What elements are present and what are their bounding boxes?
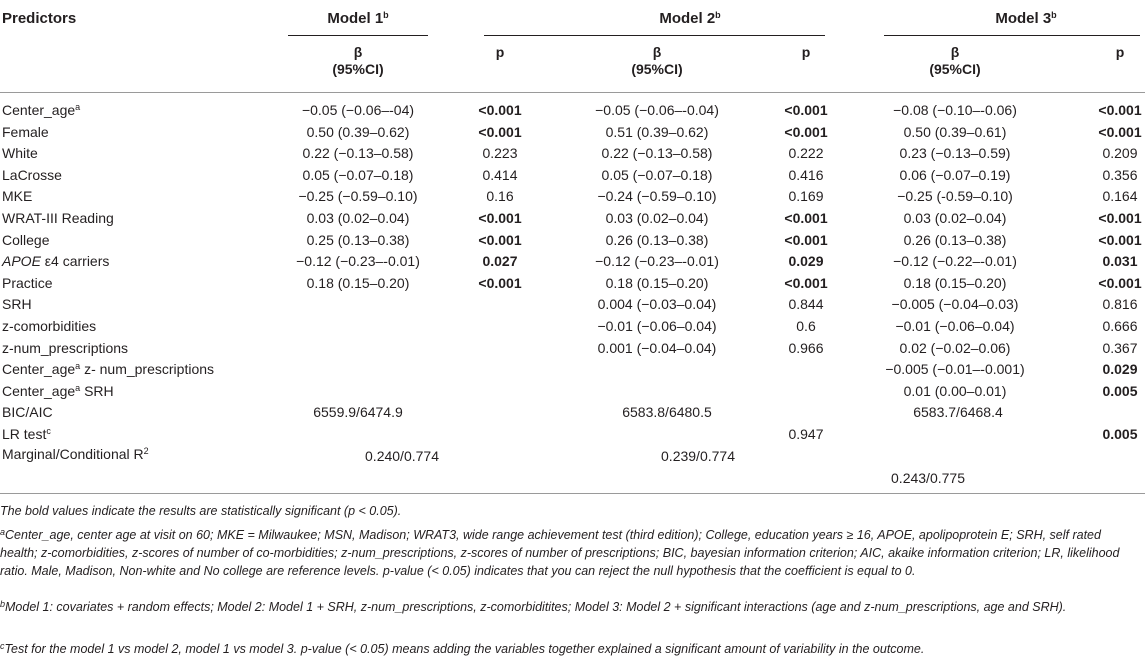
model2-beta-cell: 0.51 (0.39–0.62)	[605, 124, 709, 140]
model1-beta-cell: 0.05 (−0.07–0.18)	[302, 167, 414, 183]
model1-beta-cell: 0.25 (0.13–0.38)	[306, 232, 410, 248]
row-label: Practice	[2, 275, 53, 291]
row-label: SRH	[2, 296, 32, 312]
model2-beta-cell: 0.03 (0.02–0.04)	[605, 210, 709, 226]
model1-beta-cell: −0.25 (−0.59–0.10)	[298, 188, 418, 204]
header-model3: Model 3$^b$	[995, 10, 1057, 27]
model2-beta-cell: 0.004 (−0.03–0.04)	[597, 296, 717, 312]
model2-p-cell: 0.029	[788, 253, 824, 269]
row-label: MKE	[2, 188, 33, 204]
model3-beta-cell: −0.005 (−0.04–0.03)	[891, 296, 1019, 312]
r2-model2: 0.239/0.774	[661, 448, 735, 464]
model2-p-cell: 0.966	[788, 340, 824, 356]
model3-beta-cell: −0.01 (−0.06–0.04)	[895, 318, 1015, 334]
model1-p-cell: 0.414	[482, 167, 518, 183]
header-divider	[0, 92, 1145, 93]
model1-p-header: p	[495, 44, 505, 60]
model1-underline	[288, 35, 428, 36]
r2-model1: 0.240/0.774	[365, 448, 439, 464]
model3-p-cell: 0.029	[1102, 361, 1138, 377]
model3-beta-cell: −0.25 (-0.59–0.10)	[897, 188, 1013, 204]
model3-beta-cell: −0.08 (−0.10–-0.06)	[893, 102, 1017, 118]
table-bottom-divider	[0, 493, 1145, 494]
model2-p-cell: 0.222	[788, 145, 824, 161]
model1-p-cell: <0.001	[478, 275, 522, 291]
model3-beta-cell: 0.02 (−0.02–0.06)	[899, 340, 1011, 356]
model2-p-cell: <0.001	[784, 232, 828, 248]
footnote-b: $^b$Model 1: covariates + random effects; Model 2: Model 1 + SRH, z-num_prescriptions, z-comorbiditites; Model 3: Model 2 + significant interactions (age and z-num_prescriptions, age and SRH).	[0, 599, 1067, 614]
row-label: White	[2, 145, 38, 161]
model1-p-cell: 0.027	[482, 253, 518, 269]
model2-beta-cell: 0.18 (0.15–0.20)	[605, 275, 709, 291]
model1-beta-cell: 0.18 (0.15–0.20)	[306, 275, 410, 291]
model1-p-cell: 0.223	[482, 145, 518, 161]
model3-beta-cell: −0.005 (−0.01–-0.001)	[885, 361, 1025, 377]
row-label: LaCrosse	[2, 167, 62, 183]
model2-beta-cell: 0.001 (−0.04–0.04)	[597, 340, 717, 356]
row-label: Center_age$^a$ z- num_prescriptions	[2, 361, 215, 377]
model3-beta-cell: 0.23 (−0.13–0.59)	[899, 145, 1011, 161]
footnote-a: $^a$Center_age, center age at visit on 60; MKE = Milwaukee; MSN, Madison; WRAT3, wide range achievement test (third edition); College, education years ≥ 16, APOE, apolipoprotein E; SRH, self rated health; z-comorbidities, z-scores of number of co-morbidities; z-num_prescriptions, z-scores of number of prescriptions; BIC, bayesian information criterion; AIC, akaike information criterion; LR, likelihood ratio. Male, Madison, Non-white and No college are reference levels. p-value (< 0.05) indicates that you can reject the null hypothesis that the coefficient is equal to 0.	[0, 527, 1120, 578]
bic-label: BIC/AIC	[2, 404, 53, 420]
model2-p-cell: <0.001	[784, 102, 828, 118]
model2-beta-cell: −0.12 (−0.23–-0.01)	[595, 253, 719, 269]
row-label: Center_age$^a$	[2, 102, 81, 118]
model3-beta-cell: 0.18 (0.15–0.20)	[903, 275, 1007, 291]
bic-model1: 6559.9/6474.9	[313, 404, 403, 420]
model3-p-cell: 0.356	[1102, 167, 1138, 183]
model3-beta-cell: 0.06 (−0.07–0.19)	[899, 167, 1011, 183]
model3-p-cell: <0.001	[1098, 102, 1142, 118]
model3-p-cell: 0.666	[1102, 318, 1138, 334]
model1-beta-cell: 0.22 (−0.13–0.58)	[302, 145, 414, 161]
model3-beta-cell: −0.12 (−0.22–-0.01)	[893, 253, 1017, 269]
bic-model3: 6583.7/6468.4	[913, 404, 1003, 420]
lr-model2: 0.947	[788, 426, 824, 442]
model3-p-cell: <0.001	[1098, 275, 1142, 291]
model3-p-cell: 0.367	[1102, 340, 1138, 356]
model3-beta-header: β (95%CI)	[929, 44, 981, 77]
model3-beta-cell: 0.01 (0.00–0.01)	[903, 383, 1007, 399]
header-model2: Model 2$^b$	[659, 10, 721, 27]
model3-p-cell: <0.001	[1098, 124, 1142, 140]
model3-p-cell: 0.816	[1102, 296, 1138, 312]
model3-p-cell: <0.001	[1098, 210, 1142, 226]
row-label: APOE ε4 carriers	[2, 253, 110, 269]
r2-label: Marginal/Conditional $R^2$	[2, 446, 149, 462]
model2-p-cell: <0.001	[784, 124, 828, 140]
header-predictors: Predictors	[2, 10, 77, 27]
model1-p-cell: 0.16	[486, 188, 514, 204]
row-label: WRAT-III Reading	[2, 210, 114, 226]
model2-beta-cell: −0.05 (−0.06–-0.04)	[595, 102, 719, 118]
lr-label: LR test$^c$	[2, 426, 51, 442]
model1-p-cell: <0.001	[478, 232, 522, 248]
model2-p-cell: 0.6	[796, 318, 816, 334]
model2-p-cell: <0.001	[784, 210, 828, 226]
model2-beta-cell: 0.26 (0.13–0.38)	[605, 232, 709, 248]
model2-underline	[484, 35, 825, 36]
model2-beta-cell: −0.24 (−0.59–0.10)	[597, 188, 717, 204]
row-label: z-comorbidities	[2, 318, 97, 334]
model1-beta-header: β (95%CI)	[332, 44, 384, 77]
r2-model3: 0.243/0.775	[891, 470, 965, 486]
footnote-c: $^c$Test for the model 1 vs model 2, model 1 vs model 3. p-value (< 0.05) means adding the variables together explained a significant amount of variability in the outcome.	[0, 641, 925, 656]
footnote-bold-note: The bold values indicate the results are statistically significant (p < 0.05).	[0, 504, 402, 518]
bic-model2: 6583.8/6480.5	[622, 404, 712, 420]
model2-p-cell: <0.001	[784, 275, 828, 291]
model3-p-cell: 0.031	[1102, 253, 1138, 269]
model2-beta-header: β (95%CI)	[631, 44, 683, 77]
row-label: z-num_prescriptions	[2, 340, 129, 356]
model3-p-cell: 0.164	[1102, 188, 1138, 204]
model1-beta-cell: 0.03 (0.02–0.04)	[306, 210, 410, 226]
model3-beta-cell: 0.03 (0.02–0.04)	[903, 210, 1007, 226]
model2-p-cell: 0.416	[788, 167, 824, 183]
header-model1: Model 1$^b$	[327, 10, 389, 27]
model1-beta-cell: −0.05 (−0.06–-04)	[301, 102, 415, 118]
row-label: Female	[2, 124, 49, 140]
row-label: Center_age$^a$ SRH	[2, 383, 114, 399]
model2-beta-cell: 0.05 (−0.07–0.18)	[601, 167, 713, 183]
model1-p-cell: <0.001	[478, 102, 522, 118]
model3-p-header: p	[1115, 44, 1125, 60]
model3-p-cell: 0.209	[1102, 145, 1138, 161]
model3-beta-cell: 0.26 (0.13–0.38)	[903, 232, 1007, 248]
model1-p-cell: <0.001	[478, 210, 522, 226]
lr-model3: 0.005	[1102, 426, 1138, 442]
model3-p-cell: <0.001	[1098, 232, 1142, 248]
model3-p-cell: 0.005	[1102, 383, 1138, 399]
model2-beta-cell: −0.01 (−0.06–0.04)	[597, 318, 717, 334]
model2-p-cell: 0.844	[788, 296, 824, 312]
model3-underline	[884, 35, 1140, 36]
row-label: College	[2, 232, 50, 248]
model2-beta-cell: 0.22 (−0.13–0.58)	[601, 145, 713, 161]
model1-beta-cell: −0.12 (−0.23–-0.01)	[296, 253, 420, 269]
model3-beta-cell: 0.50 (0.39–0.61)	[903, 124, 1007, 140]
model1-p-cell: <0.001	[478, 124, 522, 140]
model2-p-cell: 0.169	[788, 188, 824, 204]
model1-beta-cell: 0.50 (0.39–0.62)	[306, 124, 410, 140]
model2-p-header: p	[801, 44, 811, 60]
